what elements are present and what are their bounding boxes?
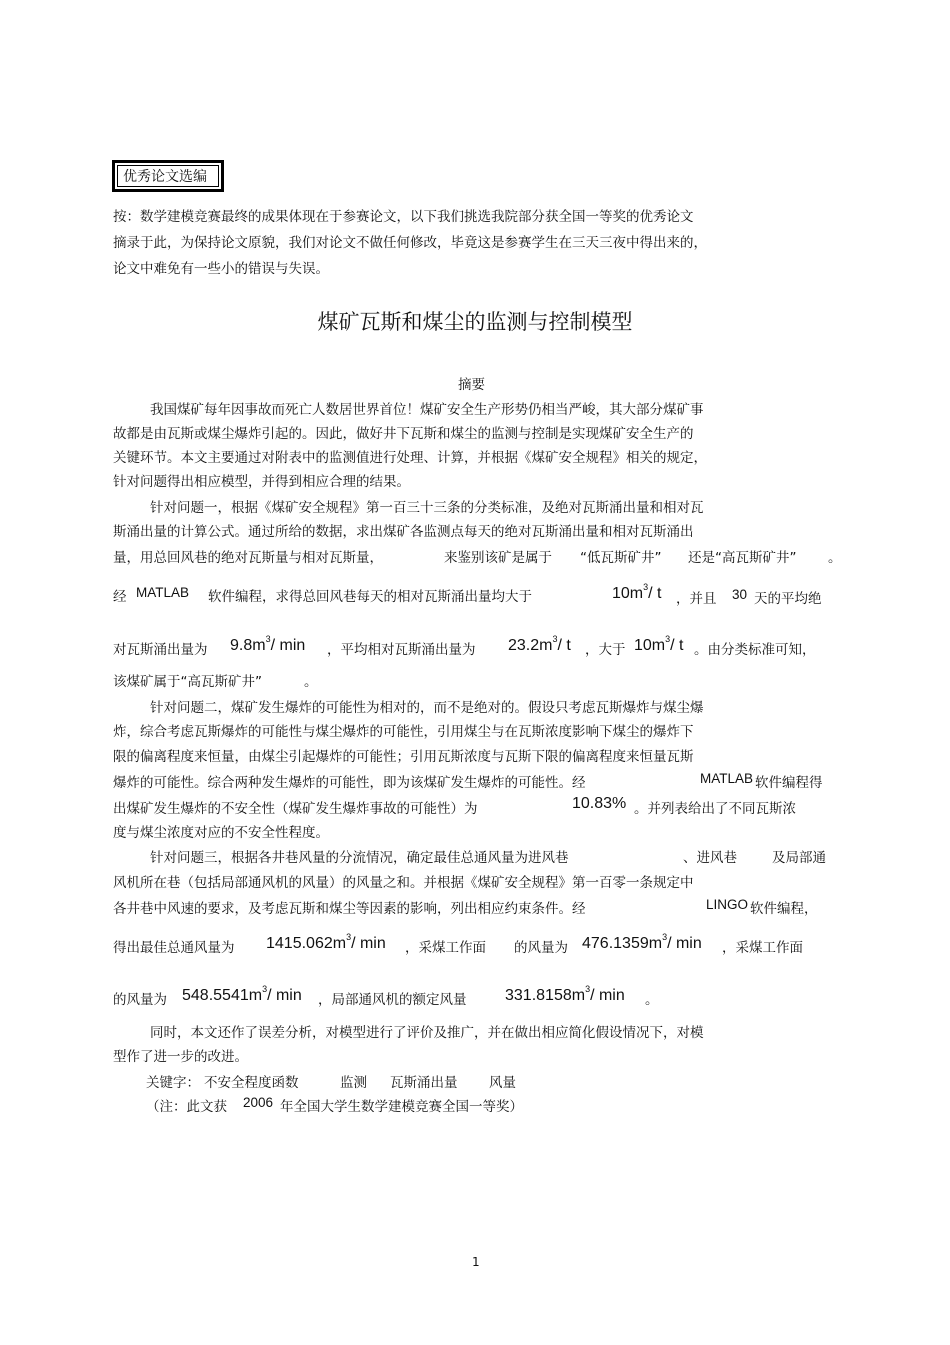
formula-value: 1415.062m	[266, 935, 347, 952]
award-note-year: 2006	[243, 1095, 274, 1110]
p2-line5-a: 对瓦斯涌出量为	[113, 642, 208, 658]
p4-line3-lingo: LINGO	[706, 897, 749, 912]
paper-title: 煤矿瓦斯和煤尘的监测与控制模型	[317, 310, 633, 334]
p4-line5-formula1	[182, 983, 302, 1005]
abstract-para1-line2: 故都是由瓦斯或煤尘爆炸引起的。因此，做好井下瓦斯和煤尘的监测与控制是实现煤矿安全生产的	[113, 426, 694, 442]
formula-exponent: 3	[662, 931, 668, 942]
page-number: 1	[472, 1255, 480, 1269]
formula-unit: / min	[351, 935, 386, 952]
formula-exponent: 3	[552, 633, 558, 644]
p4-line1-b: 、进风巷	[683, 850, 737, 866]
p4-line5-c: 。	[645, 992, 659, 1008]
p2-line5-d: 。由分类标准可知，	[694, 642, 816, 658]
p2-line3-e: 。	[828, 550, 842, 566]
abstract-para2-line2: 斯涌出量的计算公式。通过所给的数据，求出煤矿各监测点每天的绝对瓦斯涌出量和相对瓦斯涌出	[113, 524, 694, 540]
formula-value: 548.5541m	[182, 987, 263, 1004]
p2-line5-b: ，平均相对瓦斯涌出量为	[327, 642, 476, 658]
p2-line4-matlab: MATLAB	[136, 585, 190, 600]
formula-unit: / t	[648, 585, 662, 602]
p2-line4-c: 软件编程，求得总回风巷每天的相对瓦斯涌出量均大于	[208, 589, 532, 605]
p3-line5-c: 。并列表给出了不同瓦斯浓	[634, 801, 796, 817]
abstract-para3-line1: 针对问题二，煤矿发生爆炸的可能性为相对的，而不是绝对的。假设只考虑瓦斯爆炸与煤尘爆	[150, 700, 704, 716]
abstract-para5-line1: 同时，本文还作了误差分析，对模型进行了评价及推广，并在做出相应简化假设情况下，对模	[150, 1025, 704, 1041]
abstract-para5-line2: 型作了进一步的改进。	[113, 1049, 248, 1065]
formula-value: 10m	[634, 637, 666, 654]
p2-line4-e: 30	[732, 587, 748, 602]
p2-line4-formula	[612, 581, 662, 603]
abstract-para1-line1: 我国煤矿每年因事故而死亡人数居世界首位！煤矿安全生产形势仍相当严峻，其大部分煤矿事	[150, 402, 704, 418]
p4-line1-a: 针对问题三，根据各井巷风量的分流情况，确定最佳总通风量为进风巷	[150, 850, 569, 866]
keyword-2: 监测	[340, 1075, 367, 1091]
abstract-heading: 摘要	[458, 377, 485, 393]
p2-line4-f: 天的平均绝	[754, 591, 822, 607]
p3-line5-percent: 10.83%	[572, 795, 627, 812]
p3-line4-c: 软件编程得	[755, 775, 823, 791]
p2-line5-c: ，大于	[585, 642, 626, 658]
p3-line4-a: 爆炸的可能性。综合两种发生爆炸的可能性，即为该煤矿发生爆炸的可能性。经	[113, 775, 586, 791]
p4-line4-formula1	[266, 931, 386, 953]
p4-line5-a: 的风量为	[113, 992, 167, 1008]
intro-line-2: 摘录于此，为保持论文原貌，我们对论文不做任何修改，毕竟这是参赛学生在三天三夜中得出来的，	[113, 235, 707, 251]
award-note-c: 年全国大学生数学建模竞赛全国一等奖）	[280, 1099, 523, 1115]
p2-line5-formula3	[634, 633, 684, 655]
intro-line-1: 按：数学建模竞赛最终的成果体现在于参赛论文，以下我们挑选我院部分获全国一等奖的优秀论文	[113, 209, 694, 225]
p4-line4-formula2	[582, 931, 702, 953]
formula-unit: / min	[267, 987, 302, 1004]
formula-unit: / min	[270, 637, 306, 654]
section-tag-box	[112, 160, 224, 192]
keyword-1: 不安全程度函数	[204, 1075, 299, 1091]
award-note-a: （注：此文获	[146, 1099, 227, 1115]
p2-line4-a: 经	[113, 589, 127, 605]
p4-line4-c: 的风量为	[514, 940, 568, 956]
formula-value: 10m	[612, 585, 644, 602]
p2-line5-formula1	[230, 633, 306, 655]
formula-value: 23.2m	[508, 637, 553, 654]
abstract-para2-line1: 针对问题一，根据《煤矿安全规程》第一百三十三条的分类标准，及绝对瓦斯涌出量和相对瓦	[150, 500, 704, 516]
p4-line5-formula2	[505, 983, 625, 1005]
p4-line5-b: ，局部通风机的额定风量	[318, 992, 467, 1008]
formula-unit: / t	[670, 637, 684, 654]
p4-line4-b: ，采煤工作面	[405, 940, 486, 956]
abstract-para3-line3: 限的偏离程度来恒量，由煤尘引起爆炸的可能性；引用瓦斯浓度与瓦斯下限的偏离程度来恒量瓦斯	[113, 749, 694, 765]
formula-unit: / min	[667, 935, 702, 952]
p2-line5-formula2	[508, 633, 571, 655]
abstract-para1-line4: 针对问题得出相应模型，并得到相应合理的结果。	[113, 474, 410, 490]
keyword-3: 瓦斯涌出量	[390, 1075, 458, 1091]
formula-value: 331.8158m	[505, 987, 586, 1004]
p4-line3-a: 各井巷中风速的要求，及考虑瓦斯和煤尘等因素的影响，列出相应约束条件。经	[113, 901, 586, 917]
keyword-4: 风量	[489, 1075, 516, 1091]
formula-value: 476.1359m	[582, 935, 663, 952]
formula-exponent: 3	[585, 983, 591, 994]
formula-unit: / t	[557, 637, 571, 654]
p2-line3-b: 来鉴别该矿是属于	[444, 550, 552, 566]
p3-line6: 度与煤尘浓度对应的不安全性程度。	[113, 825, 329, 841]
p3-line5-a: 出煤矿发生爆炸的不安全性（煤矿发生爆炸事故的可能性）为	[113, 801, 478, 817]
formula-unit: / min	[590, 987, 625, 1004]
p2-line4-d: ，并且	[676, 591, 717, 607]
abstract-para3-line2: 炸，综合考虑瓦斯爆炸的可能性与煤尘爆炸的可能性，引用煤尘与在瓦斯浓度影响下煤尘的爆炸下	[113, 724, 694, 740]
p4-line1-c: 及局部通	[772, 850, 826, 866]
p3-line4-matlab: MATLAB	[700, 771, 754, 786]
p2-line3-c: “低瓦斯矿井”	[580, 550, 662, 566]
intro-line-3: 论文中难免有一些小的错误与失误。	[113, 261, 329, 277]
p2-line3-a: 量，用总回风巷的绝对瓦斯量与相对瓦斯量，	[113, 550, 383, 566]
p2-line6-b: 。	[304, 674, 318, 690]
formula-exponent: 3	[262, 983, 268, 994]
p4-line4-a: 得出最佳总通风量为	[113, 940, 235, 956]
p4-line2: 风机所在巷（包括局部通风机的风量）的风量之和。并根据《煤矿安全规程》第一百零一条规定中	[113, 875, 694, 891]
keywords-label: 关键字：	[146, 1075, 200, 1091]
formula-exponent: 3	[665, 633, 671, 644]
formula-value: 9.8m	[230, 637, 266, 654]
section-tag-label: 优秀论文选编	[117, 165, 219, 187]
p4-line4-d: ，采煤工作面	[722, 940, 803, 956]
formula-exponent: 3	[346, 931, 352, 942]
formula-exponent: 3	[643, 581, 649, 592]
abstract-para1-line3: 关键环节。本文主要通过对附表中的监测值进行处理、计算，并根据《煤矿安全规程》相关的规定，	[113, 450, 707, 466]
p2-line6-a: 该煤矿属于“高瓦斯矿井”	[113, 674, 262, 690]
p4-line3-c: 软件编程，	[750, 901, 818, 917]
p2-line3-d: 还是“高瓦斯矿井”	[688, 550, 797, 566]
formula-exponent: 3	[265, 633, 271, 644]
